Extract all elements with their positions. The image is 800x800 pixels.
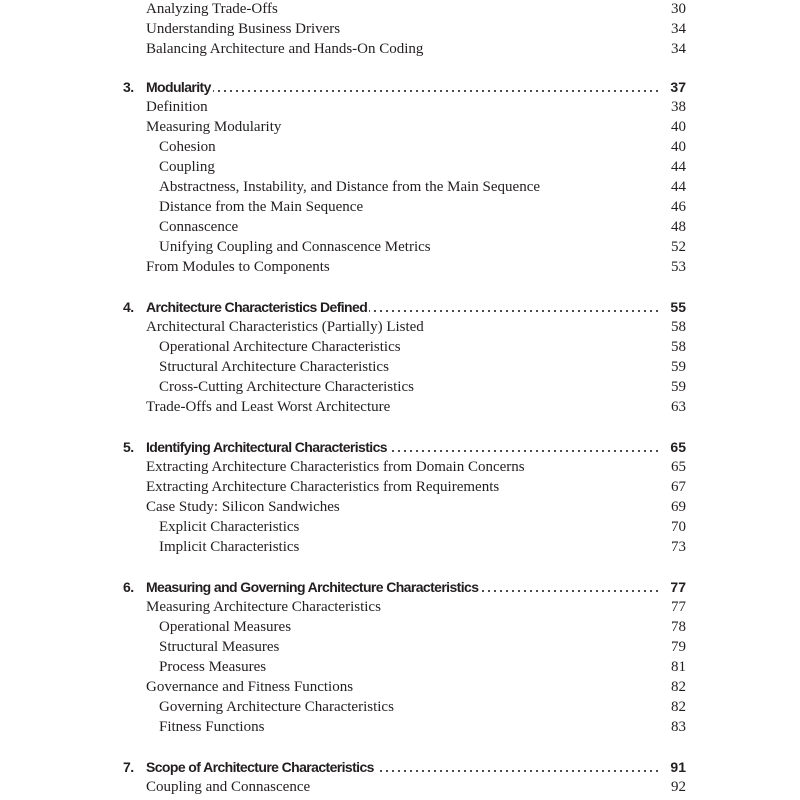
dot-leader xyxy=(389,450,660,452)
toc-subsection-entry[interactable] xyxy=(0,657,800,677)
chapter-number: 5. xyxy=(123,439,134,455)
entry-title: Case Study: Silicon Sandwiches xyxy=(146,499,340,515)
page-number: 48 xyxy=(671,219,686,235)
dot-leader xyxy=(213,90,660,92)
toc-subsection-entry[interactable] xyxy=(0,137,800,157)
page-number: 65 xyxy=(671,459,686,475)
toc-section-entry[interactable] xyxy=(0,257,800,277)
page-number: 34 xyxy=(671,21,686,37)
toc-subsection-entry[interactable] xyxy=(0,637,800,657)
page-number: 59 xyxy=(671,379,686,395)
page-number: 82 xyxy=(671,679,686,695)
page-number: 58 xyxy=(671,319,686,335)
page-number: 82 xyxy=(671,699,686,715)
page-number: 70 xyxy=(671,519,686,535)
entry-title: Balancing Architecture and Hands-On Coding xyxy=(146,41,424,57)
chapter-title: Modularity xyxy=(146,79,211,95)
toc-section-entry[interactable] xyxy=(0,317,800,337)
toc-section-entry[interactable] xyxy=(0,677,800,697)
page-number: 92 xyxy=(671,779,686,795)
entry-title: Coupling and Connascence xyxy=(146,779,311,795)
chapter-title: Architecture Characteristics Defined xyxy=(146,299,368,315)
entry-title: Cohesion xyxy=(159,139,216,155)
page-number: 46 xyxy=(671,199,686,215)
toc-subsection-entry[interactable] xyxy=(0,337,800,357)
page-number: 78 xyxy=(671,619,686,635)
page-number: 77 xyxy=(670,579,686,595)
entry-title: Governing Architecture Characteristics xyxy=(159,699,394,715)
entry-title: Architectural Characteristics (Partially) Listed xyxy=(146,319,424,335)
toc-section-entry[interactable] xyxy=(0,497,800,517)
entry-title: From Modules to Components xyxy=(146,259,330,275)
toc-chapter-heading xyxy=(0,577,800,597)
entry-title: Trade-Offs and Least Worst Architecture xyxy=(146,399,391,415)
page-number: 58 xyxy=(671,339,686,355)
page-number: 91 xyxy=(670,759,686,775)
entry-title: Measuring Modularity xyxy=(146,119,282,135)
page-number: 73 xyxy=(671,539,686,555)
page-number: 40 xyxy=(671,139,686,155)
page-number: 52 xyxy=(671,239,686,255)
chapter-number: 7. xyxy=(123,759,134,775)
toc-section-entry[interactable] xyxy=(0,0,800,19)
page-number: 67 xyxy=(671,479,686,495)
page-number: 69 xyxy=(671,499,686,515)
page-number: 77 xyxy=(671,599,686,615)
entry-title: Connascence xyxy=(159,219,239,235)
page-number: 65 xyxy=(670,439,686,455)
page-number: 40 xyxy=(671,119,686,135)
entry-title: Definition xyxy=(146,99,208,115)
chapter-title: Scope of Architecture Characteristics xyxy=(146,759,374,775)
entry-title: Measuring Architecture Characteristics xyxy=(146,599,381,615)
page-number: 59 xyxy=(671,359,686,375)
entry-title: Implicit Characteristics xyxy=(159,539,300,555)
toc-subsection-entry[interactable] xyxy=(0,617,800,637)
page-number: 55 xyxy=(670,299,686,315)
page-number: 83 xyxy=(671,719,686,735)
page-number: 79 xyxy=(671,639,686,655)
entry-title: Analyzing Trade-Offs xyxy=(146,1,278,17)
entry-title: Understanding Business Drivers xyxy=(146,21,341,37)
toc-subsection-entry[interactable] xyxy=(0,177,800,197)
entry-title: Process Measures xyxy=(159,659,267,675)
page-number: 81 xyxy=(671,659,686,675)
chapter-number: 3. xyxy=(123,79,134,95)
toc-section-entry[interactable] xyxy=(0,117,800,137)
toc-section-entry[interactable] xyxy=(0,597,800,617)
page-number: 37 xyxy=(670,79,686,95)
entry-title: Structural Architecture Characteristics xyxy=(159,359,389,375)
page-number: 63 xyxy=(671,399,686,415)
toc-subsection-entry[interactable] xyxy=(0,377,800,397)
toc-subsection-entry[interactable] xyxy=(0,697,800,717)
entry-title: Unifying Coupling and Connascence Metrics xyxy=(159,239,431,255)
dot-leader xyxy=(369,310,660,312)
page-number: 44 xyxy=(671,179,686,195)
entry-title: Operational Measures xyxy=(159,619,292,635)
toc-chapter-heading xyxy=(0,297,800,317)
toc-section-entry[interactable] xyxy=(0,397,800,417)
dot-leader xyxy=(376,770,660,772)
toc-subsection-entry[interactable] xyxy=(0,517,800,537)
chapter-number: 6. xyxy=(123,579,134,595)
page-number: 30 xyxy=(671,1,686,17)
entry-title: Extracting Architecture Characteristics from Domain Concerns xyxy=(146,459,525,475)
toc-subsection-entry[interactable] xyxy=(0,157,800,177)
page-number: 38 xyxy=(671,99,686,115)
chapter-title: Measuring and Governing Architecture Characteristics xyxy=(146,579,479,595)
toc-subsection-entry[interactable] xyxy=(0,197,800,217)
page-number: 44 xyxy=(671,159,686,175)
toc-subsection-entry[interactable] xyxy=(0,237,800,257)
dot-leader xyxy=(480,590,660,592)
entry-title: Fitness Functions xyxy=(159,719,265,735)
toc-section-entry[interactable] xyxy=(0,97,800,117)
entry-title: Operational Architecture Characteristics xyxy=(159,339,401,355)
page-number: 34 xyxy=(671,41,686,57)
entry-title: Distance from the Main Sequence xyxy=(159,199,364,215)
page-number: 53 xyxy=(671,259,686,275)
toc-section-entry[interactable] xyxy=(0,777,800,797)
toc-chapter-heading xyxy=(0,757,800,777)
toc-subsection-entry[interactable] xyxy=(0,537,800,557)
toc-chapter-heading xyxy=(0,437,800,457)
entry-title: Structural Measures xyxy=(159,639,280,655)
entry-title: Coupling xyxy=(159,159,215,175)
chapter-title: Identifying Architectural Characteristics xyxy=(146,439,387,455)
toc-section-entry[interactable] xyxy=(0,457,800,477)
toc-subsection-entry[interactable] xyxy=(0,357,800,377)
entry-title: Explicit Characteristics xyxy=(159,519,300,535)
toc-section-entry[interactable] xyxy=(0,19,800,39)
entry-title: Extracting Architecture Characteristics from Requirements xyxy=(146,479,500,495)
toc-subsection-entry[interactable] xyxy=(0,717,800,737)
entry-title: Cross-Cutting Architecture Characteristics xyxy=(159,379,414,395)
chapter-number: 4. xyxy=(123,299,134,315)
entry-title: Abstractness, Instability, and Distance from the Main Sequence xyxy=(159,179,541,195)
toc-chapter-heading xyxy=(0,77,800,97)
entry-title: Governance and Fitness Functions xyxy=(146,679,354,695)
toc-subsection-entry[interactable] xyxy=(0,217,800,237)
toc-section-entry[interactable] xyxy=(0,477,800,497)
toc-section-entry[interactable] xyxy=(0,39,800,59)
